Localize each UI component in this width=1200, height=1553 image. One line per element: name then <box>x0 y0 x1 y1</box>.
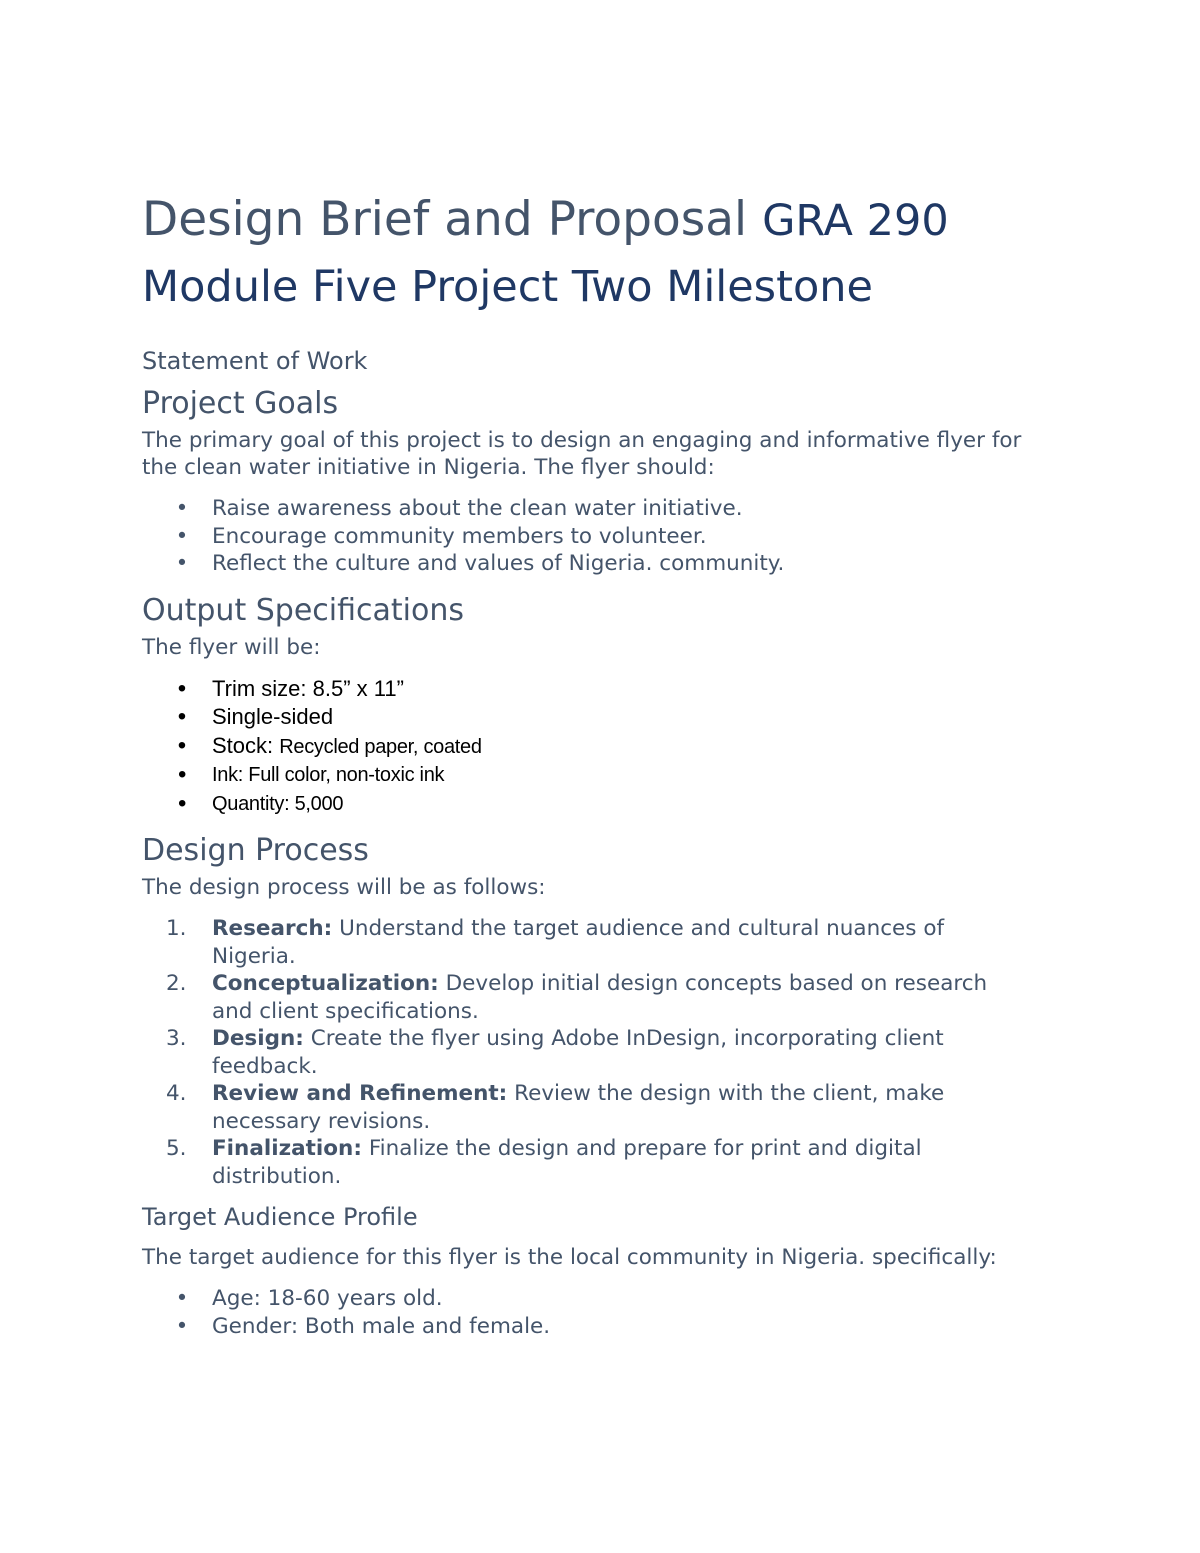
document-page <box>142 188 1042 1340</box>
design-process-heading: Design Process <box>142 833 369 868</box>
list-item: 3. Design: Create the flyer using Adobe InDesign, incorporating client feedback. <box>166 1026 944 1079</box>
bullet-icon: • <box>175 551 189 576</box>
target-audience-intro: The target audience for this flyer is the local community in Nigeria. specifically: <box>142 1245 997 1270</box>
list-item: • Encourage community members to volunteer. <box>175 523 707 549</box>
list-item: • Raise awareness about the clean water initiative. <box>175 496 743 521</box>
bullet-icon: • <box>177 703 187 730</box>
bullet-icon: • <box>175 1286 189 1311</box>
document-subtitle: Module Five Project Two Milestone <box>142 262 873 312</box>
stock-value: Recycled paper, coated <box>279 735 482 758</box>
list-item: 1. Research: Understand the target audience and cultural nuances of Nigeria. <box>166 916 945 969</box>
bullet-icon: • <box>175 1313 189 1339</box>
list-item: • Quantity: 5,000 <box>142 790 1042 819</box>
target-audience-heading: Target Audience Profile <box>142 1203 418 1231</box>
project-goals-heading: Project Goals <box>142 386 339 421</box>
list-item: • Single-sided <box>142 703 1042 732</box>
list-item: • Age: 18-60 years old. <box>175 1286 443 1311</box>
bullet-icon: • <box>175 523 189 549</box>
design-process-intro: The design process will be as follows: <box>142 875 546 900</box>
list-item: • Stock: Recycled paper, coated <box>142 732 1042 762</box>
list-item: 2. Conceptualization: Develop initial design concepts based on research and client specifications. <box>166 971 988 1024</box>
document-title <box>142 188 1042 253</box>
list-item: • Gender: Both male and female. <box>175 1313 551 1339</box>
course-code: GRA 290 <box>762 196 949 246</box>
list-item: • Reflect the culture and values of Nigeria. community. <box>175 551 785 576</box>
output-specifications-heading: Output Specifications <box>142 592 464 628</box>
title-main: Design Brief and Proposal <box>142 192 748 247</box>
design-process-list <box>142 915 1042 1190</box>
bullet-icon: • <box>177 761 187 788</box>
output-specifications-intro: The flyer will be: <box>142 634 321 660</box>
statement-of-work-heading: Statement of Work <box>142 347 368 375</box>
list-item: 4. Review and Refinement: Review the design with the client, make necessary revisions. <box>166 1081 945 1134</box>
list-item: • Ink: Full color, non-toxic ink <box>142 761 1042 790</box>
output-specifications-list <box>142 675 1042 819</box>
bullet-icon: • <box>177 789 187 817</box>
list-item: • Trim size: 8.5” x 11” <box>142 675 1042 704</box>
bullet-icon: • <box>177 731 187 759</box>
bullet-icon: • <box>175 496 189 521</box>
project-goals-list <box>142 495 1042 578</box>
bullet-icon: • <box>177 674 187 702</box>
list-item: 5. Finalization: Finalize the design and prepare for print and digital distribution. <box>166 1136 922 1189</box>
target-audience-list <box>142 1285 1042 1340</box>
project-goals-intro: The primary goal of this project is to design an engaging and informative flyer for the clean water initiative in Nigeria. The flyer should: <box>142 428 1022 480</box>
